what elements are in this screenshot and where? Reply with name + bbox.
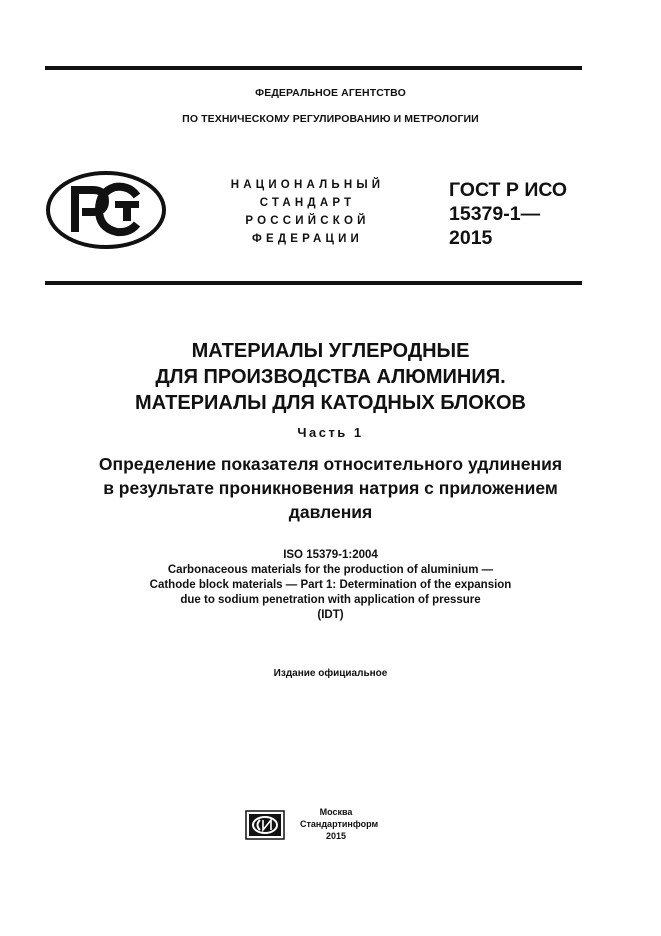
iso-line: Carbonaceous materials for the production of aluminium — <box>167 564 494 576</box>
part-label: Часть 1 <box>297 425 364 440</box>
title-line: МАТЕРИАЛЫ УГЛЕРОДНЫЕ <box>191 340 470 362</box>
subtitle-line: давления <box>288 502 373 522</box>
iso-line: due to sodium penetration with application of pressure <box>180 594 481 606</box>
designation-line: 2015 <box>449 227 493 249</box>
designation-line: ГОСТ Р ИСО <box>449 179 568 201</box>
standard-designation <box>449 178 567 250</box>
national-line: НАЦИОНАЛЬНЫЙ <box>230 179 385 191</box>
top-rule <box>45 66 582 70</box>
title-line: ДЛЯ ПРОИЗВОДСТВА АЛЮМИНИЯ. <box>155 366 506 388</box>
iso-reference <box>0 548 661 623</box>
publisher-block <box>300 806 379 842</box>
iso-line: Cathode block materials — Part 1: Determination of the expansion <box>149 579 512 591</box>
agency-line-2: ПО ТЕХНИЧЕСКОМУ РЕГУЛИРОВАНИЮ И МЕТРОЛОГИИ <box>182 113 479 125</box>
agency-line-1: ФЕДЕРАЛЬНОЕ АГЕНТСТВО <box>255 87 406 99</box>
standartinform-logo-icon <box>245 810 285 840</box>
title-line: МАТЕРИАЛЫ ДЛЯ КАТОДНЫХ БЛОКОВ <box>135 392 526 414</box>
pct-certification-logo-icon <box>45 170 167 250</box>
national-line: РОССИЙСКОЙ <box>245 215 370 227</box>
middle-rule <box>45 281 582 285</box>
national-line: ФЕДЕРАЦИИ <box>251 233 364 245</box>
subtitle-line: в результате проникновения натрия с приложением <box>103 478 558 498</box>
national-line: СТАНДАРТ <box>259 197 356 209</box>
subtitle-line: Определение показателя относительного удлинения <box>98 454 563 474</box>
document-title <box>0 338 661 416</box>
publisher-year: 2015 <box>325 831 347 841</box>
iso-line: ISO 15379-1:2004 <box>283 549 378 561</box>
document-subtitle <box>0 452 661 524</box>
designation-line: 15379-1— <box>449 203 541 225</box>
publisher-name: Стандартинформ <box>300 819 379 829</box>
publisher-city: Москва <box>319 807 353 817</box>
national-standard-label <box>210 176 405 248</box>
iso-line: (IDT) <box>317 609 344 621</box>
edition-label: Издание официальное <box>273 668 388 679</box>
